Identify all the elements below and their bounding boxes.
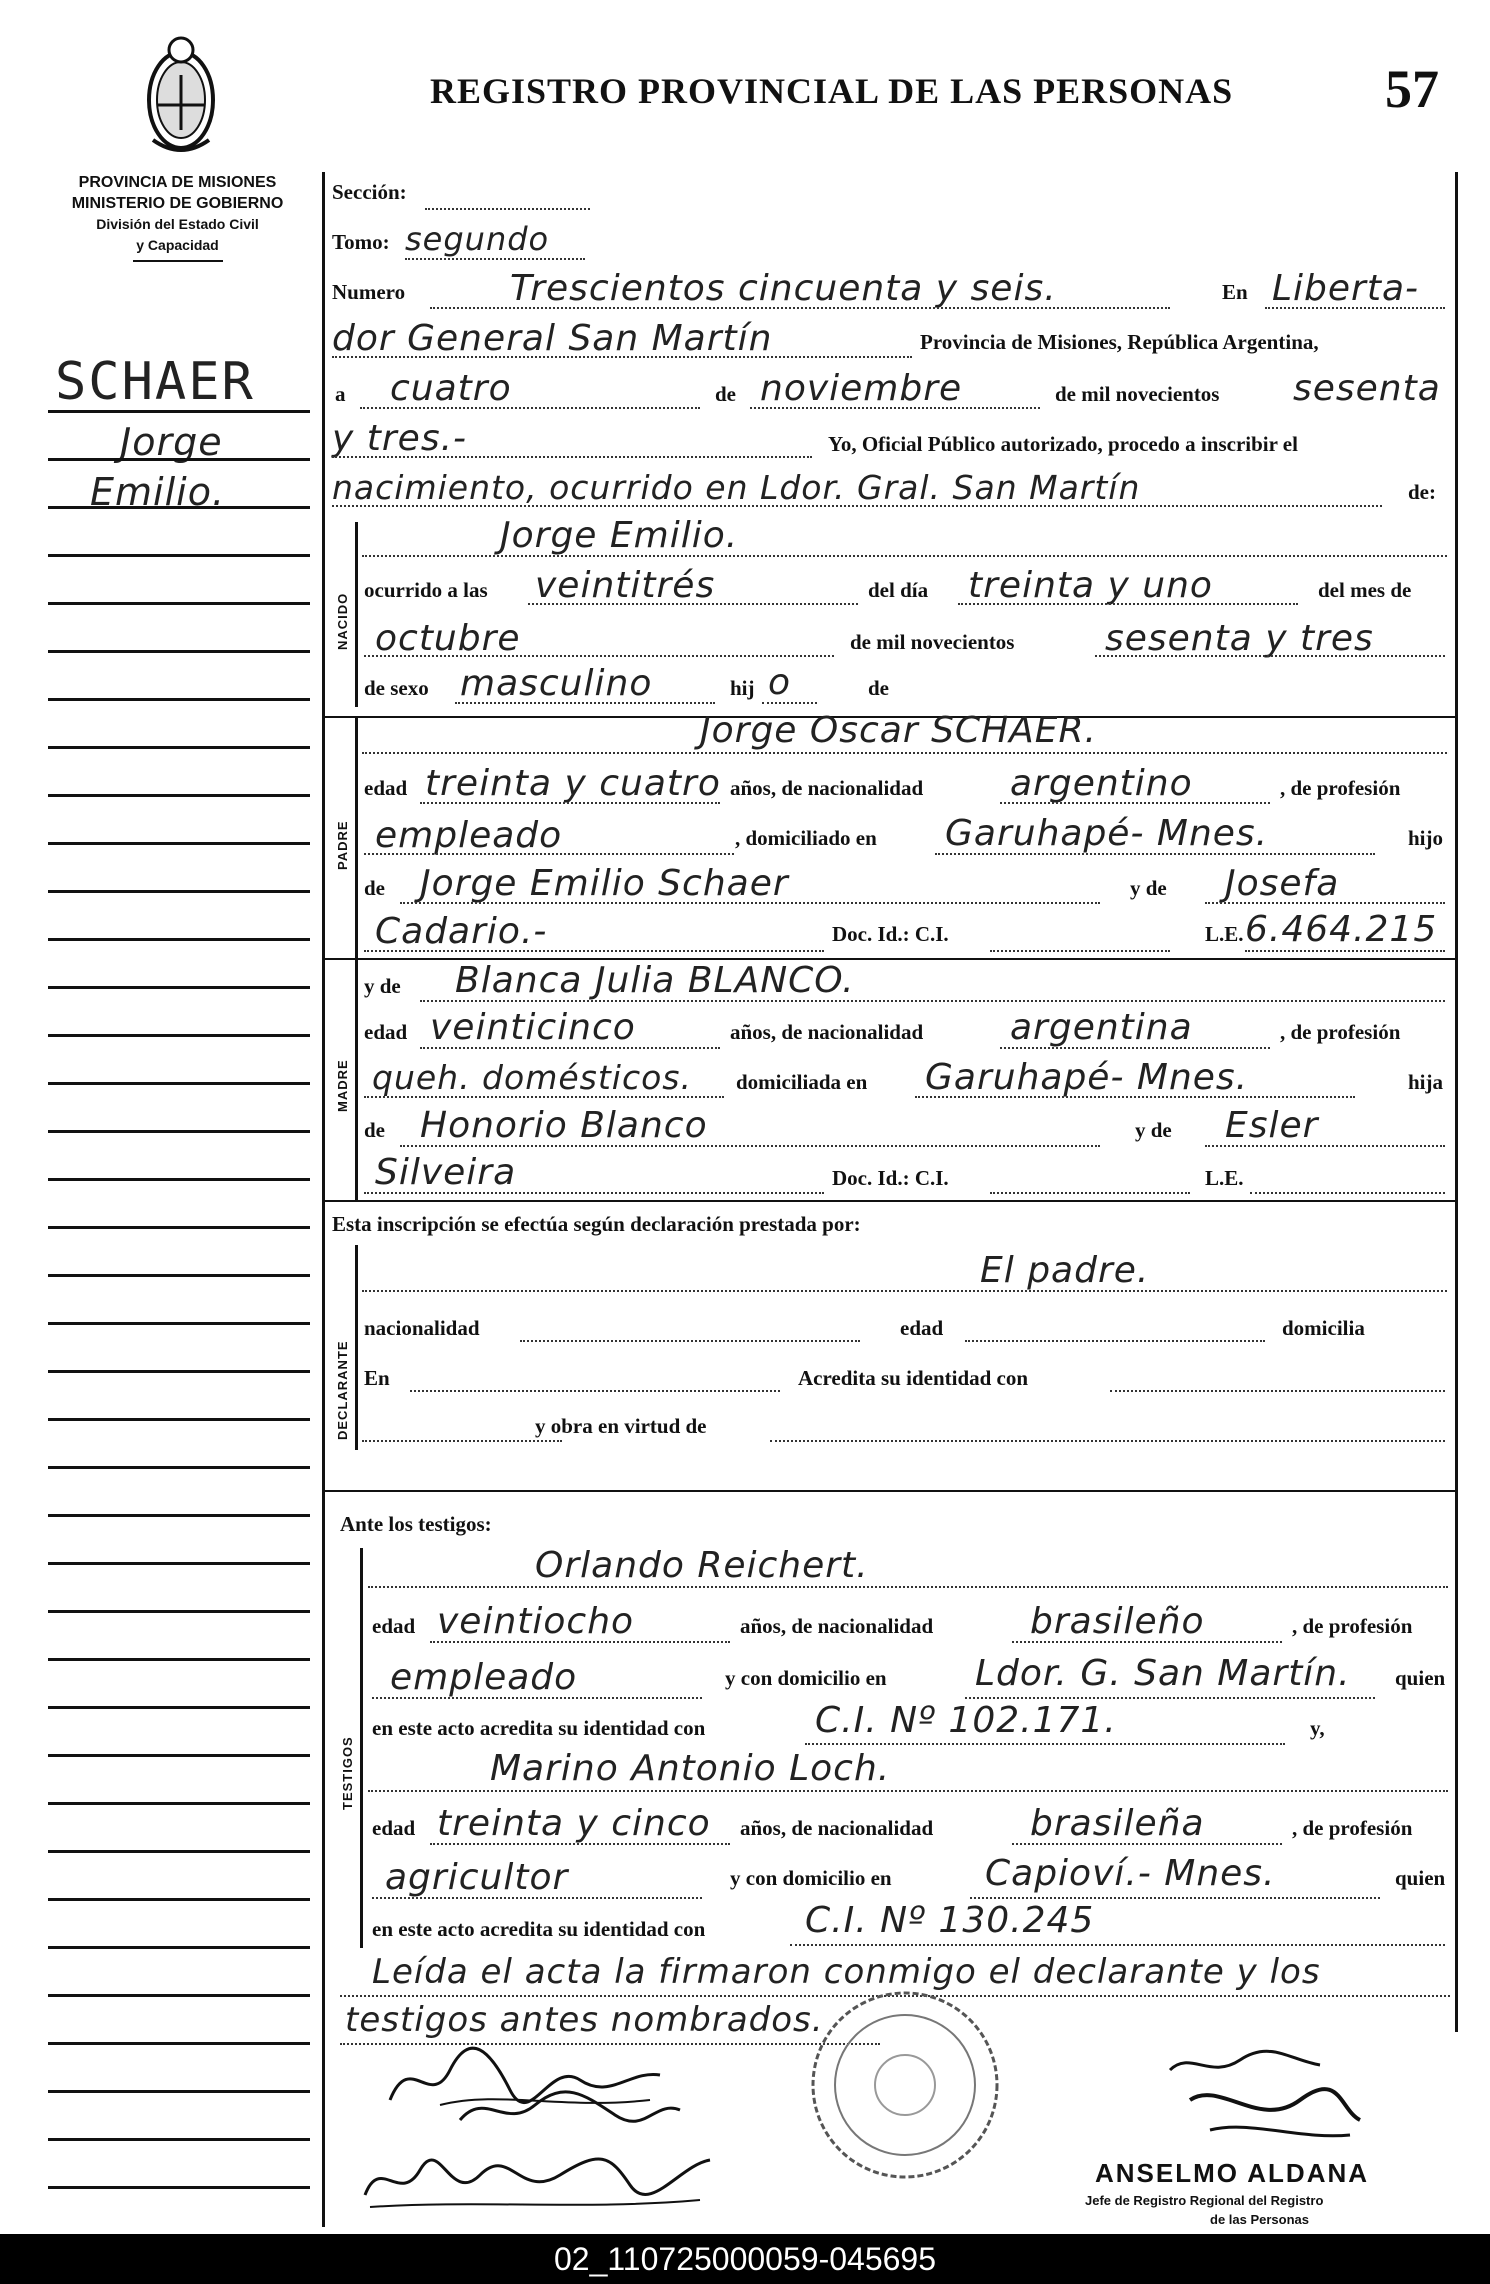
mother-yde-label-2: y de xyxy=(1135,1118,1172,1142)
witness2-edad-label: edad xyxy=(372,1816,416,1840)
section-padre-divider xyxy=(355,718,358,958)
section-testigos-label: TESTIGOS xyxy=(340,1736,355,1810)
witness1-address-value: Ldor. G. San Martín. xyxy=(975,1653,1351,1694)
province-name: PROVINCIA DE MISIONES xyxy=(78,174,277,191)
mother-domicilio-label: domiciliada en xyxy=(736,1070,868,1094)
father-domicilio-label: , domiciliado en xyxy=(735,826,877,850)
mother-doc-label: Doc. Id.: C.I. xyxy=(832,1166,949,1190)
mother-de-label: de xyxy=(364,1118,385,1142)
witness1-prof-label: , de profesión xyxy=(1292,1614,1413,1638)
maternal-grandmother-2: Silveira xyxy=(375,1152,517,1193)
act-value: nacimiento, ocurrido en Ldor. Gral. San Martín xyxy=(332,468,1141,507)
father-address-value: Garuhapé- Mnes. xyxy=(945,813,1269,854)
day-value: cuatro xyxy=(390,368,512,409)
witness2-nac-label: años, de nacionalidad xyxy=(740,1816,934,1840)
witness1-age-value: veintiocho xyxy=(437,1601,635,1642)
father-nationality-value: argentino xyxy=(1010,763,1193,804)
oficial-label: Yo, Oficial Público autorizado, procedo a inscribir el xyxy=(828,432,1298,456)
official-signature xyxy=(1150,2040,1370,2150)
declarant-nac-label: nacionalidad xyxy=(364,1316,480,1340)
closing-line-2: testigos antes nombrados. xyxy=(345,2000,824,2040)
witness2-age-value: treinta y cinco xyxy=(437,1803,711,1844)
witness1-quien-label: quien xyxy=(1395,1666,1446,1690)
official-title-2: de las Personas xyxy=(1210,2212,1309,2227)
margin-given-name-1: Jorge xyxy=(120,420,223,464)
closing-line-1: Leída el acta la firmaron conmigo el declarante y los xyxy=(372,1952,1321,1992)
section-padre-label: PADRE xyxy=(335,820,350,870)
mother-hija-label: hija xyxy=(1408,1070,1444,1094)
mother-name: Blanca Julia BLANCO. xyxy=(455,960,855,1001)
declarant-en-label: En xyxy=(364,1366,390,1390)
official-seal xyxy=(805,1985,1005,2185)
year-value-1: sesenta xyxy=(1293,368,1441,409)
witness2-domicilio-label: y con domicilio en xyxy=(730,1866,892,1890)
sexo-label: de sexo xyxy=(364,676,429,700)
father-le-value: 6.464.215 xyxy=(1245,909,1438,950)
numero-value: Trescientos cincuenta y seis. xyxy=(510,268,1057,309)
birth-day-value: treinta y uno xyxy=(968,565,1213,606)
mil-novecientos-label: de mil novecientos xyxy=(1055,382,1220,406)
section-nacido-label: NACIDO xyxy=(335,592,350,650)
witness1-domicilio-label: y con domicilio en xyxy=(725,1666,887,1690)
registry-title: REGISTRO PROVINCIAL DE LAS PERSONAS xyxy=(430,71,1234,111)
witness2-doc-value: C.I. Nº 130.245 xyxy=(805,1900,1095,1941)
del-mes-label: del mes de xyxy=(1318,578,1412,602)
mother-edad-label: edad xyxy=(364,1020,408,1044)
father-de-label: de xyxy=(364,876,385,900)
section-declarante-label: DECLARANTE xyxy=(335,1340,350,1440)
witness2-quien-label: quien xyxy=(1395,1866,1446,1890)
father-doc-label: Doc. Id.: C.I. xyxy=(832,922,949,946)
hour-value: veintitrés xyxy=(535,565,716,606)
de-label-1: de xyxy=(715,382,736,406)
issuing-office xyxy=(45,172,310,262)
witness1-y-label: y, xyxy=(1310,1716,1325,1740)
ministry-name: MINISTERIO DE GOBIERNO xyxy=(71,195,284,212)
sex-value: masculino xyxy=(460,663,653,704)
page-number: 57 xyxy=(1385,59,1439,119)
testigos-label: Ante los testigos: xyxy=(340,1512,492,1536)
witness2-nationality-value: brasileña xyxy=(1030,1803,1205,1844)
en-label: En xyxy=(1222,280,1248,304)
witness1-nac-label: años, de nacionalidad xyxy=(740,1614,934,1638)
mother-prof-label: , de profesión xyxy=(1280,1020,1401,1044)
mother-le-label: L.E. xyxy=(1205,1166,1244,1190)
declarant-acredita-label: Acredita su identidad con xyxy=(798,1366,1029,1390)
main-border-right xyxy=(1455,172,1458,2032)
declarant-domicilia-label: domicilia xyxy=(1282,1316,1365,1340)
section-rule-4 xyxy=(325,1490,1455,1492)
maternal-grandfather: Honorio Blanco xyxy=(420,1105,708,1146)
paternal-grandfather: Jorge Emilio Schaer xyxy=(420,863,789,904)
division-name: División del Estado Civil xyxy=(96,216,259,232)
birth-month-value: octubre xyxy=(375,618,521,659)
witness2-address-value: Capioví.- Mnes. xyxy=(985,1853,1276,1894)
tomo-value: segundo xyxy=(405,220,550,258)
section-testigos-divider xyxy=(360,1548,363,1948)
mother-address-value: Garuhapé- Mnes. xyxy=(925,1057,1249,1098)
section-nacido-divider xyxy=(355,522,358,707)
witness1-name: Orlando Reichert. xyxy=(535,1545,869,1586)
father-yde-label: y de xyxy=(1130,876,1167,900)
witness2-en-acto-label: en este acto acredita su identidad con xyxy=(372,1917,706,1941)
place-value-1: Liberta- xyxy=(1272,268,1420,309)
mother-yde-label: y de xyxy=(364,974,401,998)
section-madre-divider xyxy=(355,960,358,1200)
witness2-name: Marino Antonio Loch. xyxy=(490,1748,891,1789)
ocurrido-label: ocurrido a las xyxy=(364,578,488,602)
father-edad-label: edad xyxy=(364,776,408,800)
del-dia-label: del día xyxy=(868,578,929,602)
witness2-signature xyxy=(360,2145,720,2215)
section-declarante-divider xyxy=(355,1245,358,1450)
father-profession-value: empleado xyxy=(375,815,563,856)
declarant-value: El padre. xyxy=(980,1250,1150,1291)
margin-given-name-2: Emilio. xyxy=(90,470,226,514)
mother-nationality-value: argentina xyxy=(1010,1007,1193,1048)
declarant-obra-label: y obra en virtud de xyxy=(535,1414,707,1438)
mother-nac-label: años, de nacionalidad xyxy=(730,1020,924,1044)
paternal-grandmother-2: Cadario.- xyxy=(375,911,548,952)
official-name: ANSELMO ALDANA xyxy=(1095,2158,1370,2188)
numero-label: Numero xyxy=(332,280,406,304)
official-title-1: Jefe de Registro Regional del Registro xyxy=(1085,2193,1324,2208)
hijo-suffix: o xyxy=(768,662,792,703)
father-age-value: treinta y cuatro xyxy=(425,763,721,804)
provincia-label: Provincia de Misiones, República Argentina, xyxy=(920,330,1319,354)
father-hijo-label: hijo xyxy=(1408,826,1444,850)
seccion-label: Sección: xyxy=(332,180,407,204)
father-nac-label: años, de nacionalidad xyxy=(730,776,924,800)
father-prof-label: , de profesión xyxy=(1280,776,1401,800)
de-label-2: de xyxy=(868,676,889,700)
hij-label: hij xyxy=(730,676,755,700)
section-madre-label: MADRE xyxy=(335,1059,350,1112)
declarant-edad-label: edad xyxy=(900,1316,944,1340)
inscripcion-label: Esta inscripción se efectúa según declaración prestada por: xyxy=(332,1212,861,1236)
witness1-doc-value: C.I. Nº 102.171. xyxy=(815,1700,1117,1741)
document-code: 02_110725000059-045695 xyxy=(553,2241,936,2277)
witness2-profession-value: agricultor xyxy=(385,1857,569,1898)
mil-novecientos-label-2: de mil novecientos xyxy=(850,630,1015,654)
place-value-2: dor General San Martín xyxy=(332,318,773,359)
witness1-edad-label: edad xyxy=(372,1614,416,1638)
coat-of-arms-emblem xyxy=(145,30,217,160)
birth-year-value: sesenta y tres xyxy=(1105,618,1374,659)
margin-surname: SCHAER xyxy=(55,352,255,412)
paternal-grandmother-1: Josefa xyxy=(1225,863,1340,904)
month-value: noviembre xyxy=(760,368,963,409)
de-colon-label: de: xyxy=(1408,480,1436,504)
witness1-en-acto-label: en este acto acredita su identidad con xyxy=(372,1716,706,1740)
mother-profession-value: queh. domésticos. xyxy=(372,1058,692,1097)
mother-age-value: veinticinco xyxy=(430,1007,636,1048)
witness1-profession-value: empleado xyxy=(390,1657,578,1698)
witness2-prof-label: , de profesión xyxy=(1292,1816,1413,1840)
father-name: Jorge Oscar SCHAER. xyxy=(700,710,1097,751)
witness1-nationality-value: brasileño xyxy=(1030,1601,1205,1642)
section-rule-3 xyxy=(325,1200,1455,1202)
tomo-label: Tomo: xyxy=(332,230,390,254)
maternal-grandmother-1: Esler xyxy=(1225,1105,1319,1146)
witness1-signature xyxy=(455,2085,685,2135)
year-value-2: y tres.- xyxy=(332,418,468,459)
father-le-label: L.E. xyxy=(1205,922,1244,946)
a-label: a xyxy=(335,382,346,406)
footer-bar xyxy=(0,2234,1490,2284)
child-name: Jorge Emilio. xyxy=(500,515,739,556)
division-name-cont: y Capacidad xyxy=(136,237,219,253)
